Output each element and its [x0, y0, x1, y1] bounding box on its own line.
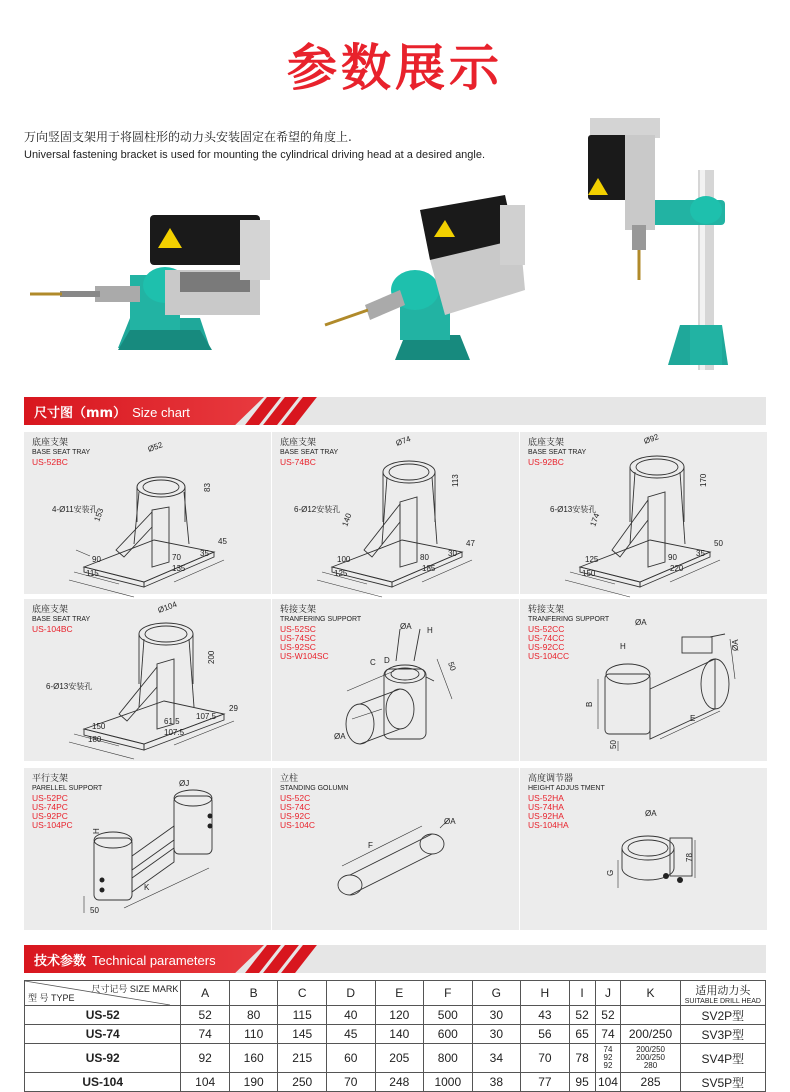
- dim-label: 180: [88, 735, 102, 744]
- panel-name-en: BASE SEAT TRAY: [280, 449, 339, 456]
- dim-label: E: [690, 714, 696, 723]
- table-cell: 65: [569, 1025, 595, 1044]
- model-code: US-104C: [280, 820, 315, 830]
- dim-label: 4-Ø11安装孔: [52, 505, 98, 514]
- col-header: F: [424, 981, 473, 1006]
- dim-label: ØA: [400, 622, 412, 631]
- table-cell: 70: [326, 1073, 375, 1092]
- dim-label: K: [144, 883, 150, 892]
- drill-head-cell: SV2P型: [680, 1006, 765, 1025]
- table-cell: 38: [472, 1073, 521, 1092]
- dim-label: 170: [699, 473, 708, 487]
- table-cell: [595, 1044, 621, 1073]
- drill-head-cell: SV5P型: [680, 1073, 765, 1092]
- dim-label: Ø74: [394, 434, 412, 448]
- model-code: US-74CC: [528, 633, 565, 643]
- table-cell: 34: [472, 1044, 521, 1073]
- table-cell: 30: [472, 1006, 521, 1025]
- model-code: US-92HA: [528, 811, 564, 821]
- dim-label: C: [370, 658, 376, 667]
- model-code: US-92SC: [280, 642, 316, 652]
- col-header: B: [229, 981, 278, 1006]
- dim-label: 6-Ø13安装孔: [46, 682, 93, 691]
- model-code: US-52SC: [280, 624, 316, 634]
- model-code: US-W104SC: [280, 651, 329, 661]
- dim-label: 61.5: [164, 717, 180, 726]
- panel-us-74bc: [272, 432, 519, 594]
- table-cell: [621, 1044, 680, 1073]
- table-cell: 70: [521, 1044, 570, 1073]
- j-value: 92: [603, 1053, 613, 1062]
- dim-label: G: [606, 869, 615, 876]
- col-header: A: [181, 981, 230, 1006]
- k-value: 280: [643, 1061, 658, 1070]
- dim-label: 150: [92, 722, 106, 731]
- k-value: 200/250: [636, 1045, 665, 1054]
- dim-label: H: [92, 828, 101, 834]
- table-cell: 800: [424, 1044, 473, 1073]
- model-code: US-52BC: [32, 457, 68, 467]
- dim-label: Ø92: [642, 432, 660, 446]
- page-title: 参数展示: [287, 39, 503, 97]
- dim-label: 45: [218, 537, 227, 546]
- model-cell: US-104: [25, 1073, 181, 1092]
- dim-label: 107.5: [164, 728, 185, 737]
- dim-label: 153: [92, 507, 106, 523]
- tech-params-header: [24, 945, 766, 973]
- panel-name-cn: 立柱: [280, 774, 299, 784]
- table-cell: [621, 1006, 680, 1025]
- intro-cn: 万向竖固支架用于将圆柱形的动力头安装固定在希望的角度上.: [24, 130, 352, 144]
- size-chart-title-en: Size chart: [132, 405, 190, 420]
- table-cell: 43: [521, 1006, 570, 1025]
- dim-label: 47: [466, 539, 475, 548]
- panel-name-en: PARELLEL SUPPORT: [32, 785, 103, 792]
- panel-name-en: TRANFERING SUPPORT: [528, 616, 610, 623]
- col-header: C: [278, 981, 327, 1006]
- panel-name-en: STANDING GOLUMN: [280, 785, 349, 792]
- table-cell: 80: [229, 1006, 278, 1025]
- dim-label: 35: [200, 549, 209, 558]
- table-cell: 52: [569, 1006, 595, 1025]
- table-cell: 115: [278, 1006, 327, 1025]
- product-image-2: [325, 195, 525, 360]
- product-image-1: [30, 215, 270, 350]
- j-value: 74: [603, 1045, 613, 1054]
- dim-label: 50: [446, 660, 458, 673]
- product-photos: [0, 100, 790, 390]
- col-header: E: [375, 981, 424, 1006]
- k-value: 200/250: [636, 1053, 665, 1062]
- dim-label: 125: [585, 555, 599, 564]
- dim-label: 150: [582, 569, 596, 578]
- type-label: 型 号 TYPE: [28, 993, 75, 1003]
- col-header: H: [521, 981, 570, 1006]
- dim-label: 100: [337, 555, 351, 564]
- dim-label: ØA: [635, 618, 647, 627]
- dim-label: 30: [448, 549, 457, 558]
- drill-head-cell: SV4P型: [680, 1044, 765, 1073]
- panel-name-cn: 底座支架: [32, 438, 69, 448]
- dim-label: 70: [172, 553, 181, 562]
- table-cell: 200/250: [621, 1025, 680, 1044]
- model-code: US-74BC: [280, 457, 316, 467]
- col-header: D: [326, 981, 375, 1006]
- dim-label: 78: [685, 853, 694, 862]
- dim-label: 90: [668, 553, 677, 562]
- model-code: US-92CC: [528, 642, 565, 652]
- panel-name-cn: 高度调节器: [528, 774, 574, 784]
- table-cell: 52: [181, 1006, 230, 1025]
- table-cell: 600: [424, 1025, 473, 1044]
- panel-transfer-support-cc: [520, 599, 767, 761]
- model-code: US-74SC: [280, 633, 316, 643]
- j-value: 92: [603, 1061, 613, 1070]
- panel-parallel-support: [24, 768, 271, 930]
- panel-name-en: BASE SEAT TRAY: [32, 616, 91, 623]
- tech-params-table: [24, 980, 766, 1092]
- model-cell: US-92: [25, 1044, 181, 1073]
- panel-name-en: HEIGHT ADJUS TMENT: [528, 785, 605, 792]
- dim-label: 29: [229, 704, 238, 713]
- dim-label: 6-Ø13安装孔: [550, 505, 597, 514]
- table-cell: 74: [595, 1025, 621, 1044]
- dim-label: 35: [696, 549, 705, 558]
- table-cell: 45: [326, 1025, 375, 1044]
- panel-transfer-support-sc: [272, 599, 519, 761]
- model-code: US-74C: [280, 802, 311, 812]
- dim-label: 50: [90, 906, 99, 915]
- table-row: [25, 1044, 766, 1073]
- panel-us-52bc: [24, 432, 271, 594]
- dim-label: 200: [207, 650, 216, 664]
- dim-label: 174: [588, 512, 602, 528]
- model-code: US-104HA: [528, 820, 569, 830]
- dim-label: ØA: [334, 732, 346, 741]
- table-cell: 248: [375, 1073, 424, 1092]
- model-code: US-74PC: [32, 802, 68, 812]
- table-cell: 190: [229, 1073, 278, 1092]
- model-code: US-52HA: [528, 793, 564, 803]
- dim-label: 220: [670, 564, 684, 573]
- model-cell: US-52: [25, 1006, 181, 1025]
- panel-name-en: BASE SEAT TRAY: [528, 449, 587, 456]
- model-code: US-52C: [280, 793, 311, 803]
- col-header: K: [621, 981, 680, 1006]
- dim-label: H: [620, 642, 626, 651]
- size-chart-title-cn: 尺寸图（mm）: [34, 406, 127, 421]
- dim-label: ØA: [444, 817, 456, 826]
- dim-label: ØA: [731, 639, 740, 651]
- table-cell: 74: [181, 1025, 230, 1044]
- dim-label: 140: [340, 512, 354, 528]
- table-row: [25, 1025, 766, 1044]
- table-cell: 160: [229, 1044, 278, 1073]
- table-cell: 500: [424, 1006, 473, 1025]
- table-cell: 145: [278, 1025, 327, 1044]
- panel-name-en: BASE SEAT TRAY: [32, 449, 91, 456]
- col-header: I: [569, 981, 595, 1006]
- dim-label: 185: [422, 564, 436, 573]
- model-code: US-104PC: [32, 820, 73, 830]
- tech-title-cn: 技术参数: [34, 954, 87, 969]
- dim-label: B: [585, 701, 594, 707]
- table-cell: 56: [521, 1025, 570, 1044]
- dim-label: 135: [172, 564, 186, 573]
- dim-label: 125: [334, 569, 348, 578]
- panel-name-cn: 底座支架: [528, 438, 565, 448]
- dim-label: 50: [714, 539, 723, 548]
- dim-label: 50: [609, 740, 618, 749]
- table-cell: 250: [278, 1073, 327, 1092]
- table-cell: 40: [326, 1006, 375, 1025]
- product-image-3: [588, 118, 728, 370]
- table-cell: 120: [375, 1006, 424, 1025]
- table-row: [25, 1073, 766, 1092]
- drill-head-cn: 适用动力头: [695, 984, 751, 997]
- model-code: US-52CC: [528, 624, 565, 634]
- panel-us-92bc: [520, 432, 767, 594]
- panel-name-cn: 转接支架: [528, 605, 565, 615]
- model-code: US-92BC: [528, 457, 564, 467]
- model-code: US-104CC: [528, 651, 570, 661]
- panel-name-en: TRANFERING SUPPORT: [280, 616, 362, 623]
- dim-label: 80: [420, 553, 429, 562]
- col-header: G: [472, 981, 521, 1006]
- table-cell: 205: [375, 1044, 424, 1073]
- table-cell: 77: [521, 1073, 570, 1092]
- table-cell: 1000: [424, 1073, 473, 1092]
- dim-label: H: [427, 626, 433, 635]
- panel-name-cn: 转接支架: [280, 605, 317, 615]
- dim-label: 90: [92, 555, 101, 564]
- col-header: J: [595, 981, 621, 1006]
- dim-label: F: [368, 841, 373, 850]
- dim-label: ØJ: [179, 779, 190, 788]
- table-cell: 285: [621, 1073, 680, 1092]
- table-cell: 52: [595, 1006, 621, 1025]
- tech-title-en: Technical parameters: [92, 953, 216, 968]
- model-code: US-74HA: [528, 802, 564, 812]
- table-cell: 215: [278, 1044, 327, 1073]
- table-cell: 104: [595, 1073, 621, 1092]
- dim-label: Ø52: [146, 440, 164, 454]
- table-corner-header: [25, 981, 181, 1006]
- model-code: US-92C: [280, 811, 311, 821]
- table-cell: 30: [472, 1025, 521, 1044]
- size-chart-header: [24, 397, 766, 425]
- table-cell: 140: [375, 1025, 424, 1044]
- table-row: [25, 1006, 766, 1025]
- drill-head-cell: SV3P型: [680, 1025, 765, 1044]
- dim-label: D: [384, 656, 390, 665]
- dim-label: Ø104: [156, 599, 179, 615]
- panel-height-adjustment: [520, 768, 767, 930]
- model-cell: US-74: [25, 1025, 181, 1044]
- intro-en: Universal fastening bracket is used for mounting the cylindrical driving head at a desired angle.: [24, 149, 486, 161]
- model-code: US-104BC: [32, 624, 73, 634]
- dim-label: ØA: [645, 809, 657, 818]
- panel-name-cn: 底座支架: [280, 438, 317, 448]
- model-code: US-92PC: [32, 811, 68, 821]
- size-mark-label: 尺寸记号 SIZE MARK: [91, 984, 179, 994]
- dim-label: 107.5: [196, 712, 217, 721]
- model-code: US-52PC: [32, 793, 68, 803]
- table-cell: 92: [181, 1044, 230, 1073]
- dim-label: 83: [203, 483, 212, 492]
- table-cell: 60: [326, 1044, 375, 1073]
- drill-head-header: [680, 981, 765, 1006]
- dim-label: 115: [86, 569, 99, 578]
- dim-label: 113: [451, 474, 460, 487]
- panel-standing-column: [272, 768, 519, 930]
- drill-head-en: SUITABLE DRILL HEAD: [684, 997, 761, 1005]
- panel-us-104bc: [24, 599, 271, 761]
- table-cell: 104: [181, 1073, 230, 1092]
- table-cell: 110: [229, 1025, 278, 1044]
- panel-name-cn: 平行支架: [32, 774, 69, 784]
- dim-label: 6-Ø12安装孔: [294, 505, 341, 514]
- table-cell: 95: [569, 1073, 595, 1092]
- table-cell: 78: [569, 1044, 595, 1073]
- panel-name-cn: 底座支架: [32, 605, 69, 615]
